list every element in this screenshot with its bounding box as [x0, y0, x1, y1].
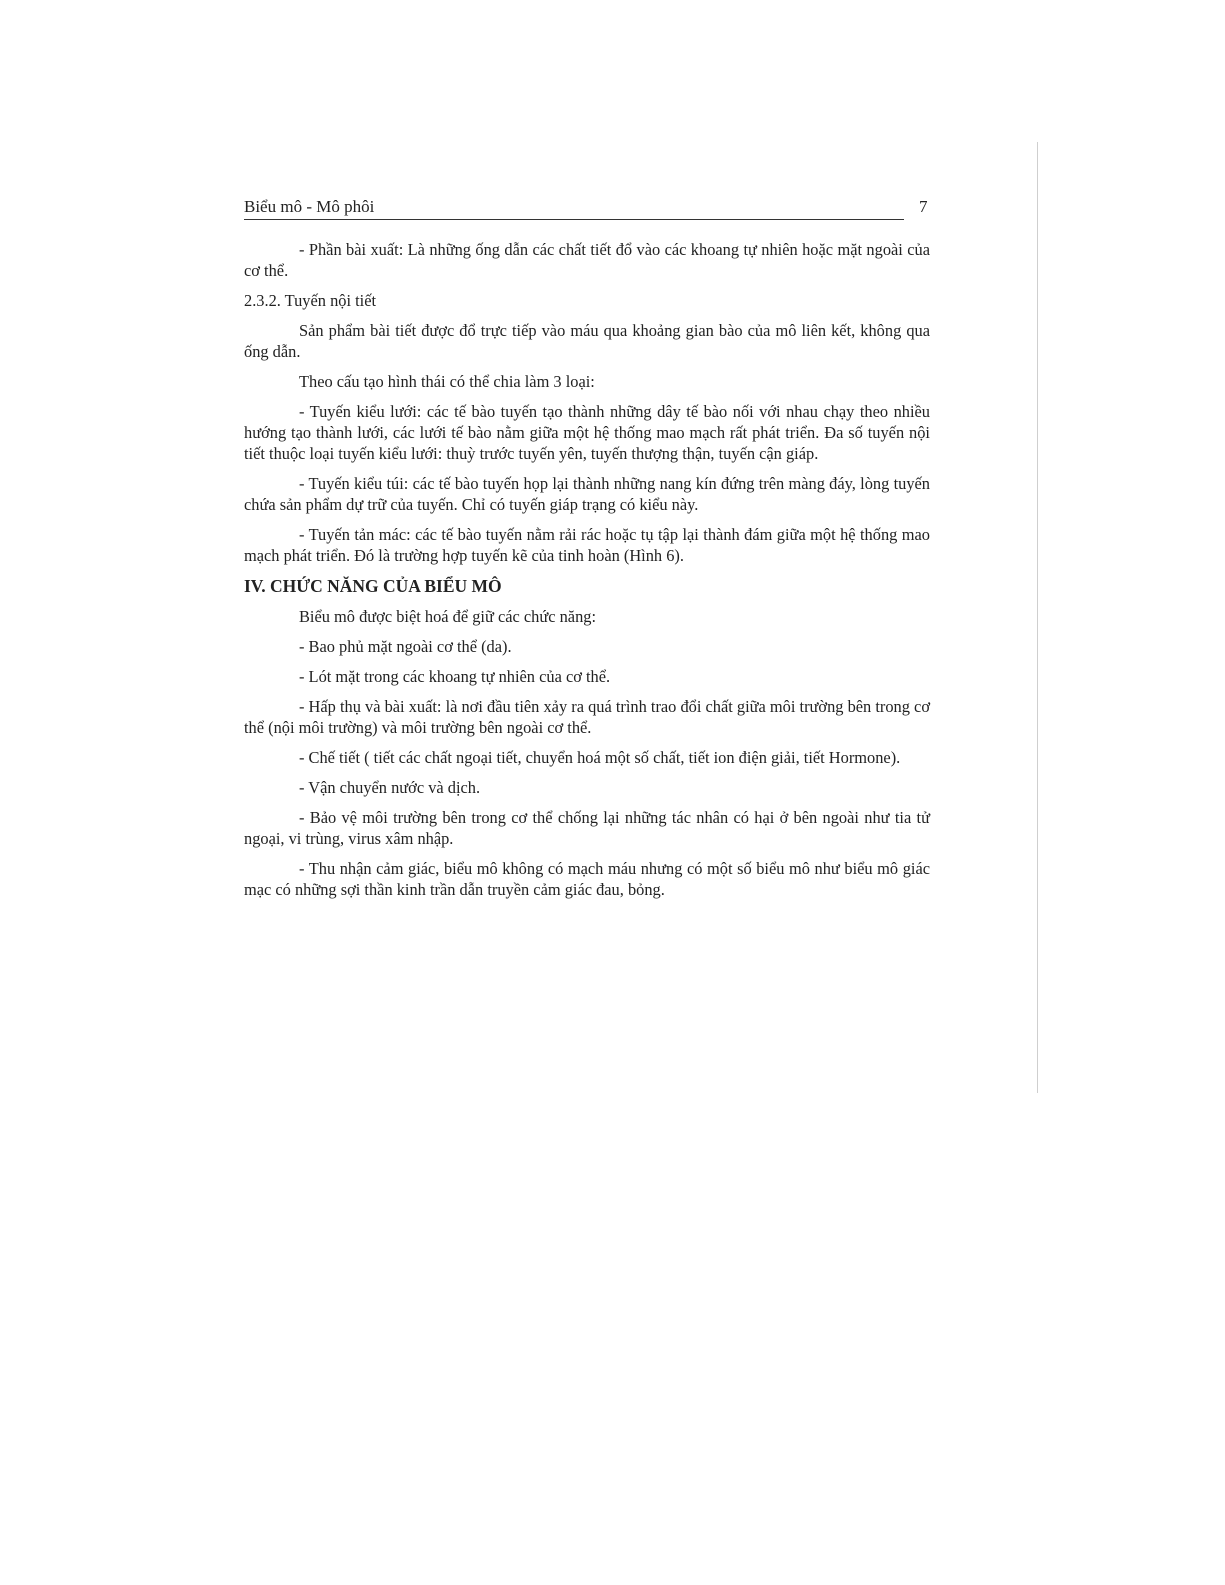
list-item-secretion: - Chế tiết ( tiết các chất ngoại tiết, chuyển hoá một số chất, tiết ion điện giải, tiết Hormone).	[299, 748, 901, 767]
subheading-endocrine-glands: 2.3.2. Tuyến nội tiết	[244, 291, 377, 310]
paragraph-classification: Theo cấu tạo hình thái có thể chia làm 3 loại:	[299, 372, 595, 391]
list-item-protection: - Bảo vệ môi trường bên trong cơ thể chống lại những tác nhân có hại ở bên ngoài như tia tử ngoại, vi trùng, virus xâm nhập.	[244, 808, 930, 848]
paragraph-scattered-gland: - Tuyến tản mác: các tế bào tuyến nằm rải rác hoặc tụ tập lại thành đám giữa một hệ thống mao mạch phát triển. Đó là trường hợp tuyến kẽ của tinh hoàn (Hình 6).	[244, 525, 930, 565]
page-number: 7	[919, 197, 928, 216]
list-item-sensation: - Thu nhận cảm giác, biểu mô không có mạch máu nhưng có một số biểu mô như biểu mô giác mạc có những sợi thần kinh trần dẫn truyền cảm giác đau, bỏng.	[244, 859, 930, 899]
paragraph-functions-intro: Biểu mô được biệt hoá để giữ các chức năng:	[299, 607, 597, 626]
paragraph-secretion-product: Sản phẩm bài tiết được đổ trực tiếp vào máu qua khoảng gian bào của mô liên kết, không qua ống dẫn.	[244, 321, 930, 361]
page-edge-rule	[1037, 142, 1038, 1093]
header-title: Biểu mô - Mô phôi	[244, 197, 375, 216]
list-item-absorption: - Hấp thụ và bài xuất: là nơi đầu tiên xảy ra quá trình trao đổi chất giữa môi trường bên trong cơ thể (nội môi trường) và môi trường bên ngoài cơ thể.	[244, 697, 930, 737]
section-heading-functions: IV. CHỨC NĂNG CỦA BIỂU MÔ	[244, 576, 502, 596]
list-item-covering: - Bao phủ mặt ngoài cơ thể (da).	[299, 637, 512, 656]
document-body	[244, 239, 930, 909]
paragraph-follicular-gland: - Tuyến kiểu túi: các tế bào tuyến họp lại thành những nang kín đứng trên màng đáy, lòng tuyến chứa sản phẩm dự trữ của tuyến. Chỉ có tuyến giáp trạng có kiểu này.	[244, 474, 930, 514]
list-item-transport: - Vận chuyển nước và dịch.	[299, 778, 481, 797]
list-item-lining: - Lót mặt trong các khoang tự nhiên của cơ thể.	[299, 667, 611, 686]
paragraph-excretory-part: - Phần bài xuất: Là những ống dẫn các chất tiết đổ vào các khoang tự nhiên hoặc mặt ngoài của cơ thể.	[244, 240, 930, 280]
paragraph-reticular-gland: - Tuyến kiểu lưới: các tế bào tuyến tạo thành những dây tế bào nối với nhau chạy theo nhiều hướng tạo thành lưới, các lưới tế bào nằm giữa một hệ thống mao mạch rất phát triển. Đa số tuyến nội tiết thuộc loại tuyến kiểu lưới: thuỳ trước tuyến yên, tuyến thượng thận, tuyến cận giáp.	[244, 402, 930, 463]
page-header	[244, 196, 904, 220]
